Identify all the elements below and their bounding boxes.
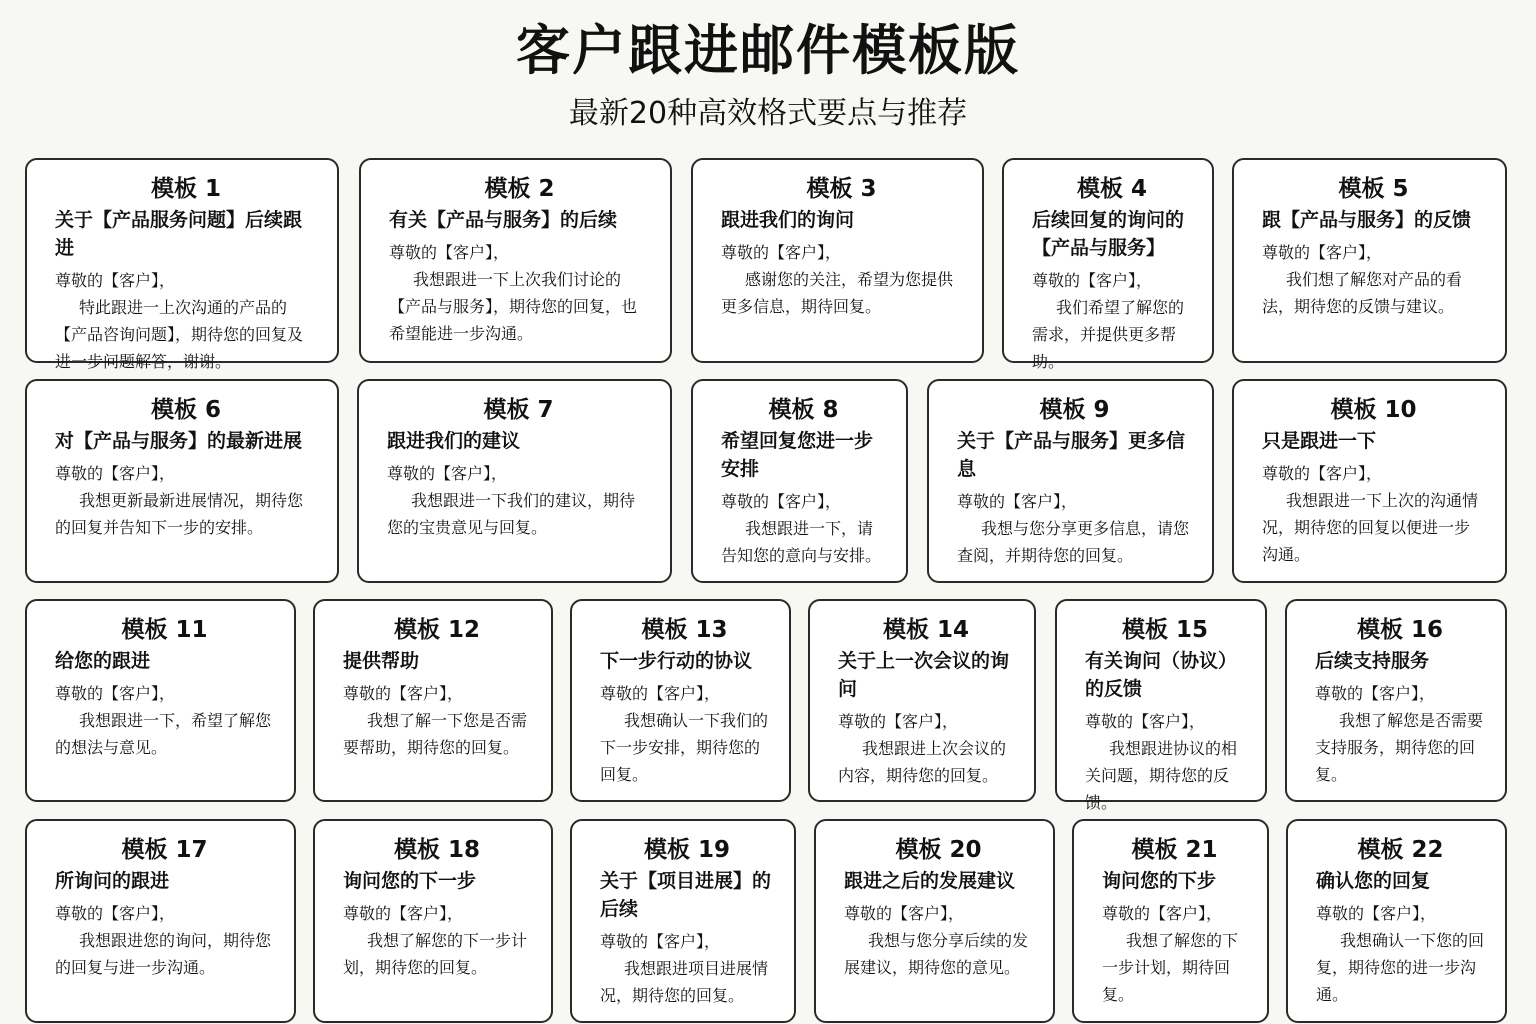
card-subject: 下一步行动的协议 xyxy=(600,650,753,672)
card-body: 我想与您分享后续的发展建议，期待您的意见。 xyxy=(844,931,1029,977)
template-card-5[interactable] xyxy=(1232,158,1507,363)
template-card-1[interactable] xyxy=(25,158,339,371)
card-body: 我想与您分享更多信息，请您查阅，并期待您的回复。 xyxy=(957,519,1190,565)
template-card-11[interactable] xyxy=(25,599,296,802)
card-body: 我想跟进一下上次的沟通情况，期待您的回复以便进一步沟通。 xyxy=(1262,491,1479,564)
card-body: 我想确认一下您的回复，期待您的进一步沟通。 xyxy=(1316,931,1485,1004)
card-label: 模板 20 xyxy=(895,837,982,863)
card-body: 我想跟进一下，希望了解您的想法与意见。 xyxy=(55,711,272,757)
card-body: 我想跟进项目进展情况，期待您的回复。 xyxy=(600,959,769,1005)
template-card-12[interactable] xyxy=(313,599,553,802)
card-greeting: 尊敬的【客户】， xyxy=(1315,684,1436,703)
template-card-21[interactable] xyxy=(1072,819,1269,1023)
card-label: 模板 15 xyxy=(1121,617,1208,643)
page-title: 客户跟进邮件模板版 xyxy=(516,19,1020,82)
card-subject: 所询问的跟进 xyxy=(55,870,170,892)
card-subject: 有关询问（协议）的反馈 xyxy=(1085,650,1238,700)
card-greeting: 尊敬的【客户】， xyxy=(343,904,464,923)
card-greeting: 尊敬的【客户】， xyxy=(721,492,842,511)
card-label: 模板 21 xyxy=(1131,837,1218,863)
template-card-9[interactable] xyxy=(927,379,1214,583)
card-subject: 对【产品与服务】的最新进展 xyxy=(55,430,303,452)
card-body: 我想跟进一下，请告知您的意向与安排。 xyxy=(721,519,882,565)
card-subject: 希望回复您进一步安排 xyxy=(721,430,874,480)
card-subject: 跟【产品与服务】的反馈 xyxy=(1262,209,1472,231)
card-label: 模板 1 xyxy=(150,176,221,202)
card-label: 模板 4 xyxy=(1076,176,1147,202)
card-body: 我想确认一下我们的下一步安排，期待您的回复。 xyxy=(600,711,769,784)
card-label: 模板 9 xyxy=(1039,397,1110,423)
card-greeting: 尊敬的【客户】， xyxy=(600,684,721,703)
card-label: 模板 7 xyxy=(483,397,554,423)
card-greeting: 尊敬的【客户】， xyxy=(55,271,176,290)
card-greeting: 尊敬的【客户】， xyxy=(1032,271,1153,290)
card-label: 模板 11 xyxy=(121,617,208,643)
card-body: 我想更新最新进展情况，期待您的回复并告知下一步的安排。 xyxy=(55,491,304,537)
card-body: 我想跟进上次会议的内容，期待您的回复。 xyxy=(838,739,1007,785)
template-card-7[interactable] xyxy=(357,379,672,583)
card-label: 模板 6 xyxy=(150,397,221,423)
card-subject: 关于【产品服务问题】后续跟进 xyxy=(55,209,303,259)
card-body: 我想了解您是否需要支持服务，期待您的回复。 xyxy=(1315,711,1484,784)
card-body: 我想跟进一下我们的建议，期待您的宝贵意见与回复。 xyxy=(387,491,636,537)
card-greeting: 尊敬的【客户】， xyxy=(343,684,464,703)
card-greeting: 尊敬的【客户】， xyxy=(844,904,965,923)
card-greeting: 尊敬的【客户】， xyxy=(957,492,1078,511)
card-subject: 后续回复的询问的【产品与服务】 xyxy=(1032,209,1185,259)
card-greeting: 尊敬的【客户】， xyxy=(55,904,176,923)
template-card-14[interactable] xyxy=(808,599,1036,802)
card-subject: 只是跟进一下 xyxy=(1262,430,1377,452)
card-label: 模板 17 xyxy=(121,837,208,863)
card-label: 模板 2 xyxy=(484,176,555,202)
card-body: 我想了解您的下一步计划，期待您的回复。 xyxy=(343,931,528,977)
card-greeting: 尊敬的【客户】， xyxy=(55,464,176,483)
card-greeting: 尊敬的【客户】， xyxy=(1262,243,1383,262)
card-label: 模板 22 xyxy=(1357,837,1444,863)
card-subject: 后续支持服务 xyxy=(1315,650,1430,672)
card-label: 模板 18 xyxy=(393,837,480,863)
card-label: 模板 12 xyxy=(393,617,480,643)
card-label: 模板 3 xyxy=(806,176,877,202)
card-greeting: 尊敬的【客户】， xyxy=(387,464,508,483)
template-card-13[interactable] xyxy=(570,599,791,802)
card-greeting: 尊敬的【客户】， xyxy=(1102,904,1223,923)
card-greeting: 尊敬的【客户】， xyxy=(721,243,842,262)
card-greeting: 尊敬的【客户】， xyxy=(1262,464,1383,483)
card-body: 我想了解您的下一步计划，期待回复。 xyxy=(1102,931,1239,1004)
template-card-15[interactable] xyxy=(1055,599,1267,812)
card-subject: 跟进之后的发展建议 xyxy=(844,870,1016,892)
card-greeting: 尊敬的【客户】， xyxy=(600,932,721,951)
card-greeting: 尊敬的【客户】， xyxy=(1085,712,1206,731)
template-card-3[interactable] xyxy=(691,158,984,363)
card-label: 模板 14 xyxy=(882,617,969,643)
card-greeting: 尊敬的【客户】， xyxy=(389,243,510,262)
card-subject: 询问您的下步 xyxy=(1102,870,1217,892)
template-card-16[interactable] xyxy=(1285,599,1507,802)
card-body: 我们希望了解您的需求，并提供更多帮助。 xyxy=(1032,298,1185,371)
template-card-17[interactable] xyxy=(25,819,296,1023)
card-subject: 有关【产品与服务】的后续 xyxy=(389,209,618,231)
card-body: 感谢您的关注，希望为您提供更多信息，期待回复。 xyxy=(721,270,954,316)
card-label: 模板 8 xyxy=(768,397,839,423)
card-subject: 给您的跟进 xyxy=(55,650,151,672)
card-greeting: 尊敬的【客户】， xyxy=(55,684,176,703)
template-card-22[interactable] xyxy=(1286,819,1507,1023)
card-label: 模板 5 xyxy=(1338,176,1409,202)
card-body: 我想了解一下您是否需要帮助，期待您的回复。 xyxy=(343,711,528,757)
card-subject: 提供帮助 xyxy=(343,650,420,672)
card-body: 我们想了解您对产品的看法，期待您的反馈与建议。 xyxy=(1262,270,1463,316)
template-card-10[interactable] xyxy=(1232,379,1507,583)
card-body: 我想跟进一下上次我们讨论的【产品与服务】，期待您的回复，也希望能进一步沟通。 xyxy=(389,270,638,343)
card-body: 我想跟进协议的相关问题，期待您的反馈。 xyxy=(1085,739,1238,812)
card-body: 我想跟进您的询问，期待您的回复与进一步沟通。 xyxy=(55,931,272,977)
card-greeting: 尊敬的【客户】， xyxy=(838,712,959,731)
card-subject: 关于【项目进展】的后续 xyxy=(600,870,772,920)
card-subject: 跟进我们的询问 xyxy=(721,209,855,231)
card-label: 模板 10 xyxy=(1330,397,1417,423)
card-subject: 确认您的回复 xyxy=(1316,870,1431,892)
template-card-20[interactable] xyxy=(814,819,1055,1023)
template-card-4[interactable] xyxy=(1002,158,1214,371)
card-subject: 询问您的下一步 xyxy=(343,870,477,892)
card-subject: 关于上一次会议的询问 xyxy=(838,650,1010,700)
page-subtitle: 最新20种高效格式要点与推荐 xyxy=(568,96,968,131)
template-card-8[interactable] xyxy=(691,379,908,583)
card-label: 模板 13 xyxy=(641,617,728,643)
card-label: 模板 19 xyxy=(643,837,730,863)
card-body: 特此跟进一上次沟通的产品的【产品咨询问题】，期待您的回复及进一步问题解答，谢谢。 xyxy=(55,298,304,371)
template-card-2[interactable] xyxy=(359,158,672,363)
card-label: 模板 16 xyxy=(1356,617,1443,643)
card-subject: 关于【产品与服务】更多信息 xyxy=(957,430,1186,480)
template-card-6[interactable] xyxy=(25,379,339,583)
template-card-19[interactable] xyxy=(570,819,796,1023)
template-card-18[interactable] xyxy=(313,819,553,1023)
card-greeting: 尊敬的【客户】， xyxy=(1316,904,1437,923)
card-subject: 跟进我们的建议 xyxy=(387,430,521,452)
